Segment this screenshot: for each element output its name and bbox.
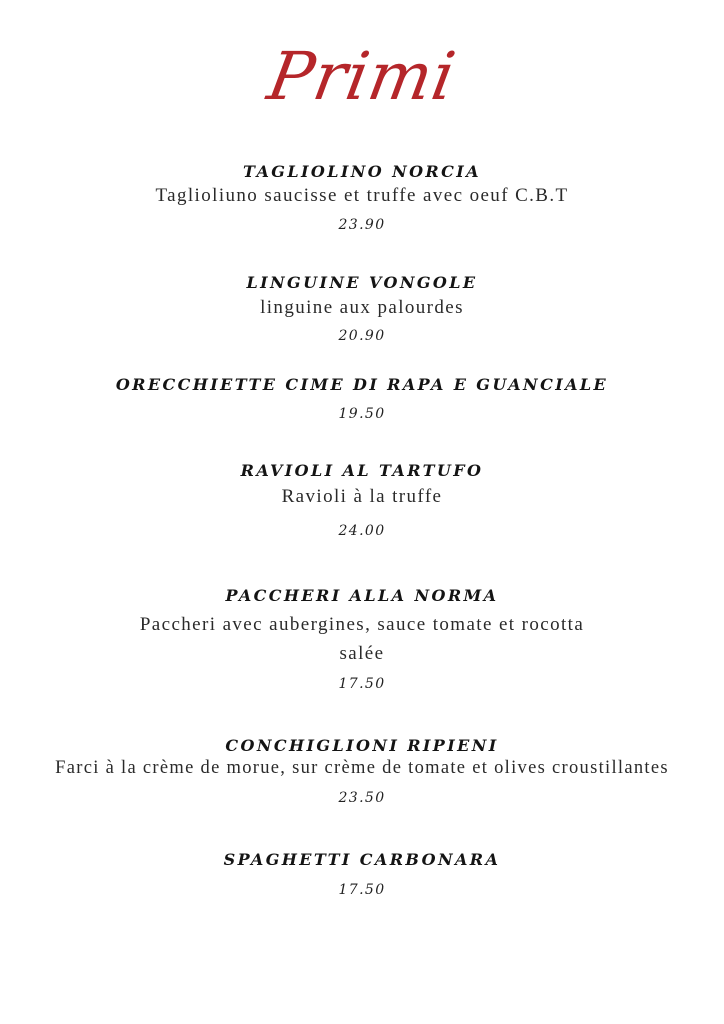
dish-name-tagliolino-norcia: TAGLIOLINO NORCIA	[243, 162, 481, 181]
dish-name-paccheri-alla-norma: PACCHERI ALLA NORMA	[225, 586, 499, 605]
dish-description-tagliolino-norcia: Taglioliuno saucisse et truffe avec oeuf C.B.T	[155, 185, 569, 206]
dish-price-spaghetti-carbonara: 17.50	[338, 882, 386, 898]
dish-price-linguine-vongole: 20.90	[338, 328, 386, 344]
menu-title: Primi	[262, 38, 462, 115]
dish-description-paccheri-alla-norma-line2: salée	[339, 643, 385, 664]
dish-price-tagliolino-norcia: 23.90	[338, 217, 386, 233]
dish-name-conchiglioni-ripieni: CONCHIGLIONI RIPIENI	[225, 736, 499, 755]
dish-description-linguine-vongole: linguine aux palourdes	[260, 297, 464, 318]
dish-name-linguine-vongole: LINGUINE VONGOLE	[246, 273, 478, 292]
dish-price-paccheri-alla-norma: 17.50	[338, 676, 386, 692]
dish-name-spaghetti-carbonara: SPAGHETTI CARBONARA	[223, 850, 501, 869]
dish-description-ravioli-al-tartufo: Ravioli à la truffe	[281, 486, 443, 507]
dish-description-paccheri-alla-norma: Paccheri avec aubergines, sauce tomate et rocotta	[139, 614, 585, 635]
dish-name-orecchiette: ORECCHIETTE CIME DI RAPA E GUANCIALE	[115, 375, 609, 394]
dish-price-ravioli-al-tartufo: 24.00	[338, 523, 386, 539]
dish-description-conchiglioni-ripieni: Farci à la crème de morue, sur crème de tomate et olives croustillantes	[55, 758, 669, 778]
dish-price-conchiglioni-ripieni: 23.50	[338, 790, 386, 806]
dish-price-orecchiette: 19.50	[338, 406, 386, 422]
dish-name-ravioli-al-tartufo: RAVIOLI AL TARTUFO	[240, 461, 484, 480]
